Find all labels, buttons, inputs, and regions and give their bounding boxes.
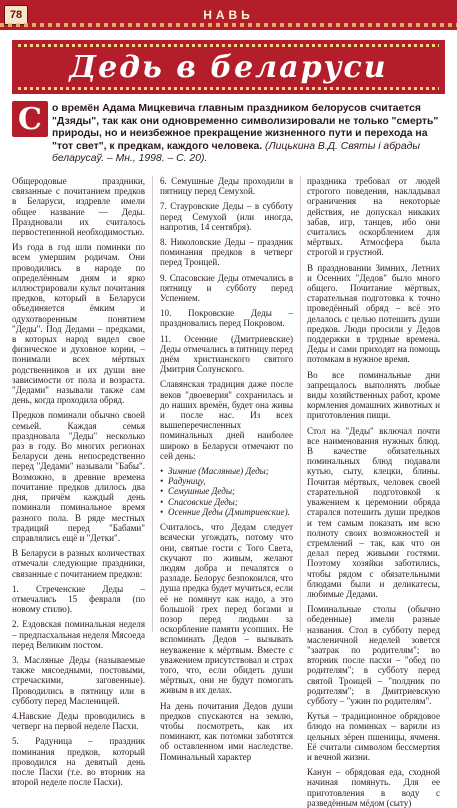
list-item: 6. Семушные Деды проходили в пятницу перед Семухой. (160, 176, 293, 197)
paragraph: Предков поминали обычно своей семьей. Каждая семья праздновала "Деды" несколько раз в году. Во многих регионах Беларуси день непосредственно перед "Дедами" называли "Бабы". Возможно, в древние времена почитание предков длилось два дня, причём каждый день поминали поминальное время разного пола. В ряде местных традиций перед "Бабами" справлялись ещё и "Детки". (12, 410, 145, 543)
paragraph: Стол на "Деды" включал почти все наименования нужных блюд. В качестве обязательных поминальных блюд подавали кутью, сыту, клецки, блины. Почитая мёртвых, человек своей старательной подготовкой к уважением к церемонии обряда старался потешить души предков и тем самым показать им всю полноту своих возможностей и стремлений – так, как что он делал перед живыми гостями. Поэтому хозяйки заботились, чтобы рядом с обязательными блюдами были и деликатесы, любимые Дедами. (307, 425, 440, 599)
list-item: 3. Масляные Деды (называемые также мясоедными, постовыми, стречаскими, заговенные). Проводились в пятницу или в субботу перед Масленицей. (12, 654, 145, 706)
paragraph: праздника требовал от людей строгого поведения, накладывал ограничения на некоторые действия, не допускал никаких забав, игр, танцев, ибо они считались оскорблением для мёртвых. Атмосфера была строгой и грустной. (307, 176, 440, 258)
list-item: 11. Осенние (Дмитриевские) Деды отмечались в пятницу перед днём христианского святого Дмитрия Солунского. (160, 333, 293, 375)
page-number: 78 (4, 5, 28, 25)
list-item: 9. Спасовские Деды отмечались в пятницу и субботу перед Успением. (160, 272, 293, 304)
text-column-3 (307, 176, 440, 808)
list-item: 8. Николовские Деды – праздник поминания предков в четверг перед Троицей. (160, 237, 293, 268)
paragraph: Канун – обрядовая еда, сходной начиная помянуть. Для ее приготовления в воду с разведённым мёдом (сыту) (307, 767, 440, 808)
list-item: 4.Навские Деды проводились в четверг на первой неделе Пасхи. (12, 710, 145, 732)
page-title: Дедь в беларуси (69, 49, 388, 85)
drop-cap: С (12, 101, 48, 137)
bullet-item: • Радуницу, (160, 476, 293, 486)
paragraph: Общеродовые праздники, связанные с почитанием предков в Беларуси, издревле имели общее название — Деды. Праздновали их считалось первостепенной необходимостью. (12, 176, 145, 238)
paragraph: В праздновании Зимних, Летних и Осенних "Дедов" было много общего. Почитание мёртвых, старательная подготовка к точно проведённый обряд – всё это делалось с целью потешить души предков. Люди просили у Дедов поддержки в трудные времена. Деды и сами приходят на помощь потомкам в нужное время. (307, 262, 440, 365)
paragraph: В Беларуси в разных количествах отмечали следующие праздники, связанные с почитанием предков: (12, 548, 145, 579)
paragraph: Считалось, что Дедам следует всячески угождать, потому что они, святые гости с Того Света, скучают по живым, желают людям добра и печалятся о разладе. Белорус безпокоился, что душа предка будет мучиться, если её не помянут как надо, а это большой грех перед богами и позор перед людьми за оскорбление памяти усопших. Не вспоминать Дедов – вызывать неуважение к мёртвым. Вместе с уважением присутствовал и страх того, что, если обидеть души мёртвых, они не будут помогать живым в их делах. (160, 522, 293, 696)
text-column-1 (12, 176, 145, 788)
ornament-border-bottom (18, 87, 439, 90)
column-divider (300, 176, 301, 632)
header-band (0, 0, 457, 30)
list-item: 7. Стауровские Деды – в субботу перед Семухой (или иногда, напротив, 14 сентября). (160, 201, 293, 232)
list-item: 2. Ездовская поминальная неделя – предпасхальная неделя Мясоеда перед Великим постом. (12, 619, 145, 650)
intro-paragraph (52, 103, 444, 166)
paragraph: На день почитания Дедов души предков спускаются на землю, чтобы посмотреть, как их поминают, как потомки заботятся об оставленном ими наследстве. Поминальный характер (160, 700, 293, 762)
paragraph: Кутья – традиционное обрядовое блюдо на поминках – варили из цельных зёрен пшеницы, ячменя. Её считали символом бессмертия и вечной жизни. (307, 711, 440, 762)
intro-text: о времён Адама Мицкевича главным праздником белорусов считается "Дзяды", так как они одновременно символизировали не только "смерть" природы, но и неизбежное прекращение жизненного пути и перехода на "тот свет", к предкам, каждого человека. (52, 103, 439, 152)
list-item: 1. Стреченские Деды – отмечались 15 февраля (по новому стилю). (12, 583, 145, 615)
bullet-item: • Семушные Деды; (160, 486, 293, 496)
bullet-item: • Спасовские Деды; (160, 497, 293, 507)
column-divider (152, 176, 153, 632)
ornament-border (0, 23, 457, 27)
text-column-2 (160, 176, 293, 762)
paragraph: Во все поминальные дни запрещалось выполнять любые виды хозяйственных работ, кроме кормления домашних животных и приготовления пищи. (307, 369, 440, 421)
bullet-item: • Осенние Деды (Дмитриевские). (160, 507, 293, 517)
intro-citation: (Лицькина В.Д. Святы і абрады беларусаў. – Мн., 1998. – С. 20). (52, 140, 420, 165)
list-item: 5. Радуница – праздник поминания предков, который проводился на девятый день после Пасхи (т.е. во вторник на второй неделе после Пасхи). (12, 736, 145, 788)
bullet-list (160, 466, 293, 517)
paragraph: Из года в год шли поминки по всем умершим родичам. Они проводились в народе по определённым дням и ярко иллюстрировали культ почитания предков, который в Беларуси объединяется ёмким и одухотворенным понятием "Деды". Под Дедами – предками, в которых народ видел свое физическое и духовное корни, – понимали всех мёртвых родственников и их души вне зависимости от пола и возраста. "Дедами" называли также сам день, когда проходила обряд. (12, 242, 145, 406)
ornament-border-top (18, 44, 439, 47)
bullet-item: • Зимние (Масляные) Деды; (160, 466, 293, 476)
paragraph: Поминальные столы (обычно обеденные) имели разные названия. Стол в субботу перед масленичной неделей зовется "заатрак по родителям"; во вторник после пасхи – "обед по родителям"; в субботу перед святой Троицей – "полдник по родителям"; в Дмитриевскую субботу – "ужин по родителям". (307, 604, 440, 706)
list-item: 10. Покровские Деды – праздновались перед Покровом. (160, 308, 293, 329)
title-band (12, 40, 445, 94)
section-name: НАВЬ (203, 8, 254, 22)
paragraph: Славянская традиция даже после веков "двоеверия" сохранилась и до наших времён, будет она живы и после нас. Из всех вышеперечисленных поминальных дней наиболее широко в Беларуси отмечают по сей день: (160, 379, 293, 461)
